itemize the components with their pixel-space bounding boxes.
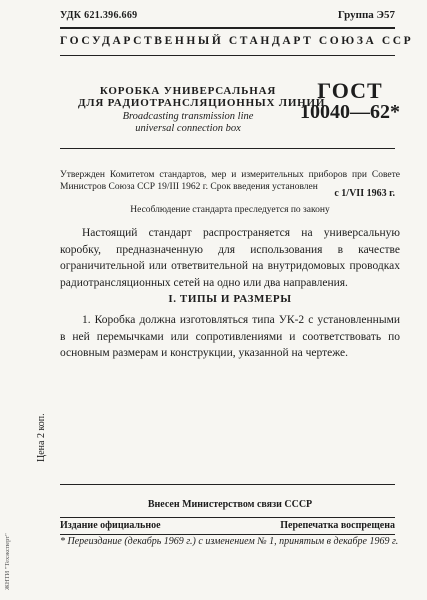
- divider: [60, 55, 395, 56]
- approval-date: с 1/VII 1963 г.: [334, 188, 395, 199]
- legal-notice: Несоблюдение стандарта преследуется по закону: [130, 205, 330, 215]
- section-heading: I. ТИПЫ И РАЗМЕРЫ: [168, 293, 292, 305]
- title-en-line-2: universal connection box: [135, 123, 241, 134]
- divider: [60, 484, 395, 485]
- clause-1: 1. Коробка должна изготовляться типа УК-2 с установленными в ней перемычками или сопротивлениями и соответствовать по основным размерам и конструкции, указанной на чертеже.: [60, 314, 400, 359]
- divider: [60, 534, 395, 535]
- divider: [60, 517, 395, 518]
- title-ru-line-1: КОРОБКА УНИВЕРСАЛЬНАЯ: [99, 85, 277, 97]
- udk-code: УДК 621.396.669: [60, 10, 138, 21]
- price-label: Цена 2 коп.: [36, 413, 47, 462]
- state-standard-heading: ГОСУДАРСТВЕННЫЙ СТАНДАРТ СОЮЗА ССР: [60, 35, 414, 47]
- intro-paragraph: Настоящий стандарт распространяется на универсальную коробку, предназначенную для использования в качестве ограничительной или ответвительной на внутридомовых проводках радиотрансляционных сетей на одно или два направления.: [60, 227, 400, 289]
- title-ru-line-2: ДЛЯ РАДИОТРАНСЛЯЦИОННЫХ ЛИНИЙ: [78, 97, 326, 109]
- gost-number: 10040—62*: [300, 101, 400, 123]
- gost-label: ГОСТ: [317, 78, 383, 103]
- footnote: * Переиздание (декабрь 1969 г.) с изменением № 1, принятым в декабре 1969 г.: [60, 536, 399, 547]
- archive-stamp: ЖНТИ "Техэксперт": [4, 533, 11, 590]
- reprint-notice: Перепечатка воспрещена: [280, 520, 395, 531]
- group-code: Группа Э57: [337, 9, 395, 21]
- official-edition: Издание официальное: [60, 520, 161, 531]
- title-en-line-1: Broadcasting transmission line: [122, 111, 254, 122]
- approval-text: Утвержден Комитетом стандартов, мер и измерительных приборов при Совете Министров Союза ССР 19/III 1962 г. Срок введения установлен: [60, 170, 400, 192]
- divider: [60, 27, 395, 29]
- divider: [60, 148, 395, 149]
- introduced-by: Внесен Министерством связи СССР: [147, 499, 313, 510]
